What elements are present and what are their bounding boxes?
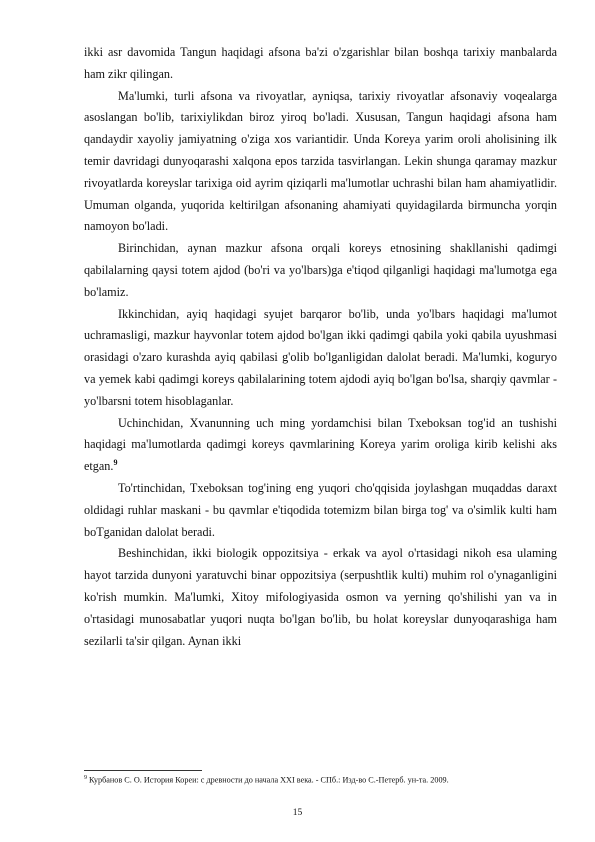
footnote-text: Курбанов С. О. История Кореи: с древности до начала XXI века. - СПб.: Изд-во С.-Петерб. ун-та. 2009. xyxy=(89,775,449,785)
paragraph-1: Ma'lumki, turli afsona va rivoyatlar, ayniqsa, tarixiy rivoyatlar afsonaviy voqealarga asoslangan bo'lib, tarixiylikdan biroz yiroq bo'ladi. Xususan, Tangun haqidagi afsona ham qandaydir xayoliy jamiyatning o'ziga xos variantidir. Unda Koreya yarim oroli aholisining ilk temir davridagi dunyoqarashi xalqona epos tarzida tasvirlangan. Lekin shunga qaramay mazkur rivoyatlarda koreyslar tarixiga oid ayrim qiziqarli ma'lumotlar uchrashi bilan ham ahamiyatlidir. Umuman olganda, yuqorida keltirilgan afsonaning ahamiyati quyidagilarda birmuncha yorqin namoyon bo'ladi. xyxy=(84,88,557,234)
paragraph-6: Beshinchidan, ikki biologik oppozitsiya - erkak va ayol o'rtasidagi nikoh esa ulaming hayot tarzida dunyoni yaratuvchi binar oppozitsiya (serpushtlik kulti) muhim rol o'ynaganligini ko'rish mumkin. Ma'lumki, Xitoy mifologiyasida osmon va yerning qo'shilishi yan va in o'rtasidagi munosabatlar yuqori nuqta bo'lgan bo'lib, bu holat koreyslar dunyoqarashiga ham sezilarli ta'sir qilgan. Aynan ikki xyxy=(84,546,557,648)
page-body xyxy=(84,42,557,652)
footnote-number: 9 xyxy=(84,775,87,781)
paragraph-4 xyxy=(84,413,557,478)
footnote-divider xyxy=(84,770,202,771)
footnote-reference[interactable]: 9 xyxy=(113,458,118,468)
paragraph-5: To'rtinchidan, Txeboksan tog'ining eng yuqori cho'qqisida joylashgan muqaddas daraxt oldidagi ruhlar maskani - bu qavmlar e'tiqodida totemizm bilan birga tog' va o'simlik kulti ham boTganidan dalolat beradi. xyxy=(84,480,557,539)
paragraph-2: Birinchidan, aynan mazkur afsona orqali koreys etnosining shakllanishi qadimgi qabilalarning qaysi totem ajdod (bo'ri va yo'lbars)ga e'tiqod qilganligi haqidagi ma'lumotga ega bo'lamiz. xyxy=(84,241,557,299)
page-number: 15 xyxy=(292,808,303,818)
footnote xyxy=(84,773,564,786)
paragraph-3: Ikkinchidan, ayiq haqidagi syujet barqaror bo'lib, unda yo'lbars haqidagi ma'lumot uchramasligi, mazkur hayvonlar totem ajdod bo'lgan ikki qadimgi qabila yoki qabila uyushmasi orasidagi o'zaro kurashda ayiq qabilasi g'olib bo'lganligidan dalolat beradi. Ma'lumki, koguryo va yemek kabi qadimgi koreys qabilalarining totem ajdodi ayiq bo'lgan bo'lsa, sharqiy qavmlar - yo'lbarsni totem hisoblaganlar. xyxy=(84,306,557,408)
paragraph-0: ikki asr davomida Tangun haqidagi afsona ba'zi o'zgarishlar bilan boshqa tarixiy manbalarda ham zikr qilingan. xyxy=(84,45,557,81)
paragraph-4-text: Uchinchidan, Xvanunning uch ming yordamchisi bilan Txeboksan tog'id an tushishi haqidagi ma'lumotlarda qadimgi koreys qavmlarining Koreya yarim oroliga kirib kelishi aks etgan. xyxy=(84,415,557,474)
